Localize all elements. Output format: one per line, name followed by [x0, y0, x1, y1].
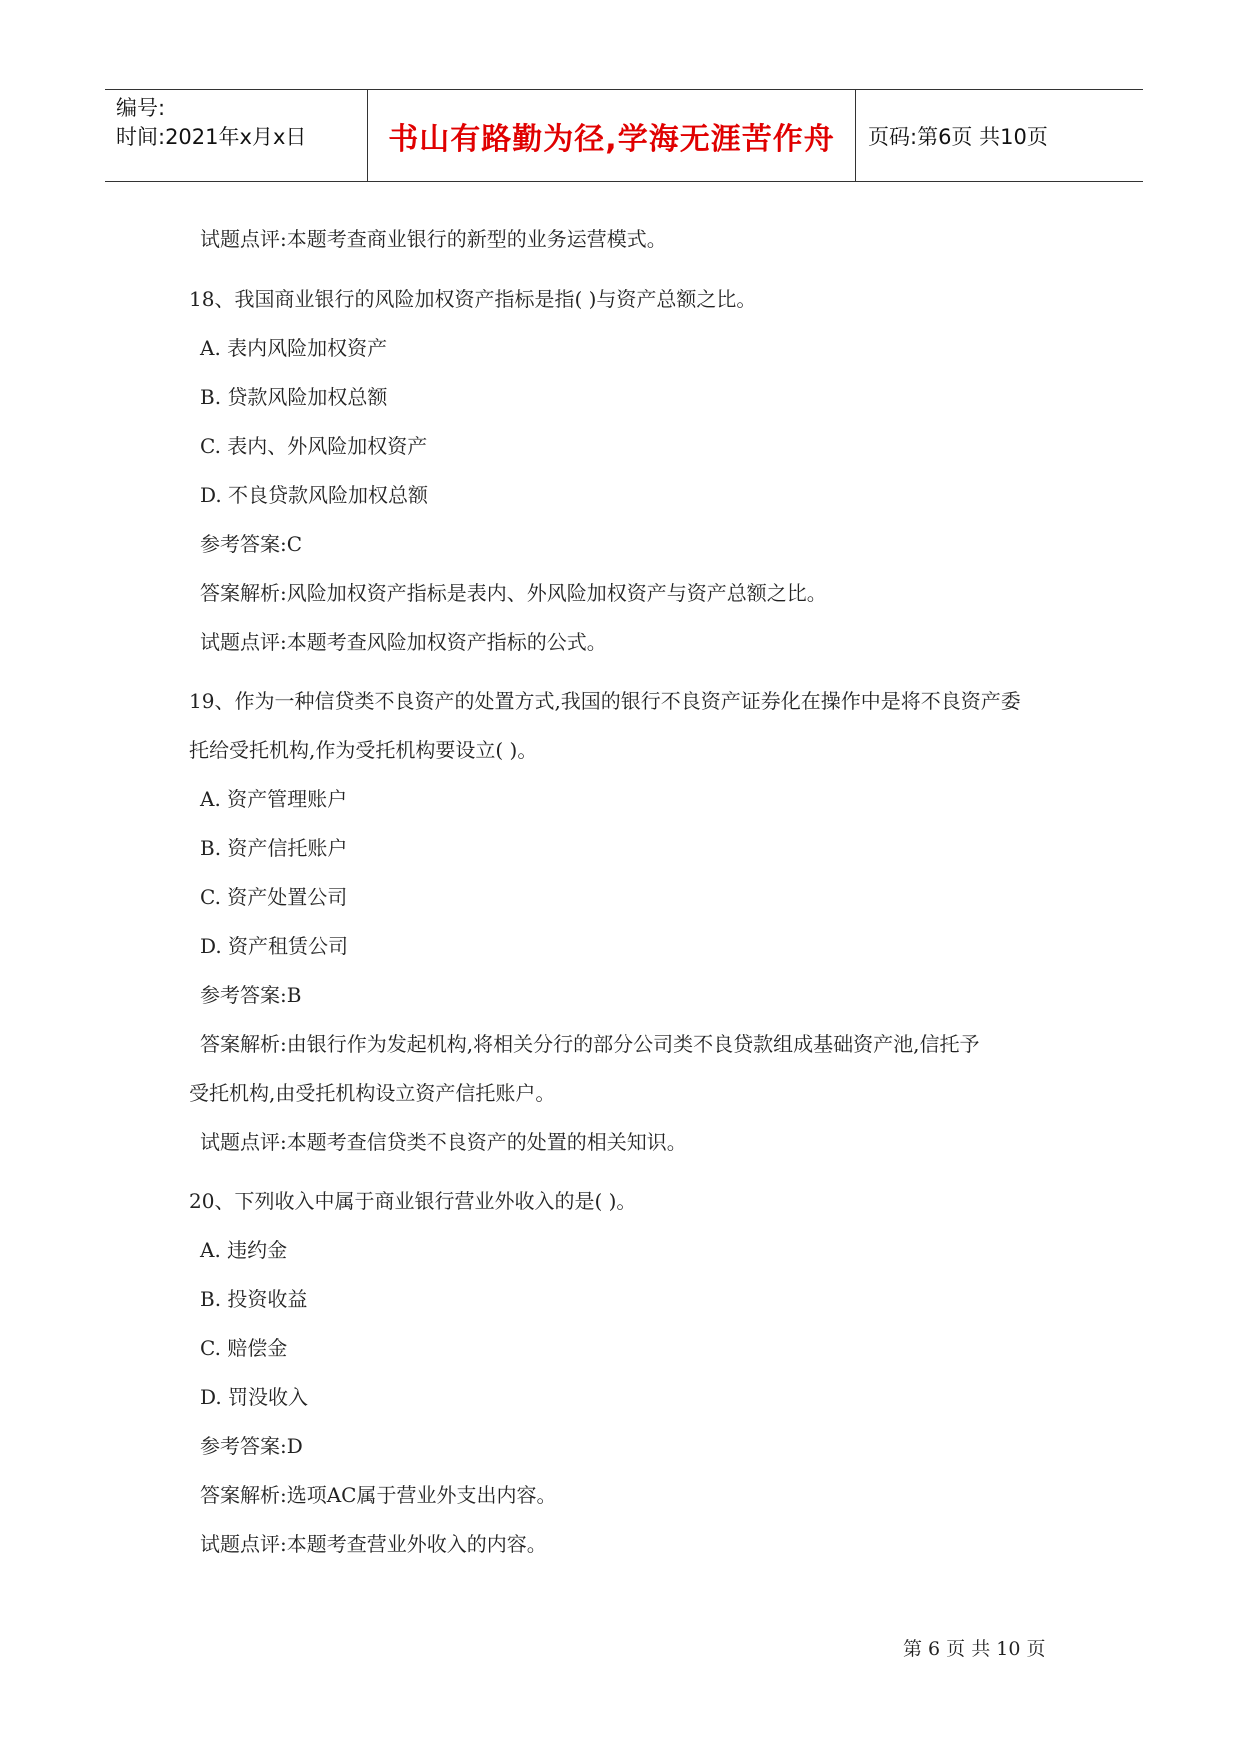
header-motto: 书山有路勤为径,学海无涯苦作舟	[368, 90, 856, 181]
option-19-d: D. 资产租赁公司	[200, 934, 349, 958]
answer-19: 参考答案:B	[200, 983, 302, 1007]
option-19-c: C. 资产处置公司	[200, 885, 348, 909]
document-time-label: 时间:2021年x月x日	[116, 125, 307, 149]
analysis-18: 答案解析:风险加权资产指标是表内、外风险加权资产与资产总额之比。	[200, 581, 827, 605]
option-20-d: D. 罚没收入	[200, 1385, 309, 1409]
analysis-20: 答案解析:选项AC属于营业外支出内容。	[200, 1483, 557, 1507]
option-19-b: B. 资产信托账户	[200, 836, 348, 860]
option-18-b: B. 贷款风险加权总额	[200, 385, 388, 409]
question-20: 20、下列收入中属于商业银行营业外收入的是( )。	[189, 1189, 637, 1213]
question-18: 18、我国商业银行的风险加权资产指标是指( )与资产总额之比。	[189, 287, 757, 311]
page-footer: 第 6 页 共 10 页	[903, 1638, 1046, 1660]
comment-19: 试题点评:本题考查信贷类不良资产的处置的相关知识。	[200, 1130, 687, 1154]
comment-18: 试题点评:本题考查风险加权资产指标的公式。	[200, 630, 607, 654]
comment-20: 试题点评:本题考查营业外收入的内容。	[200, 1532, 547, 1556]
page-header	[105, 89, 1143, 182]
header-meta	[105, 90, 368, 181]
option-20-b: B. 投资收益	[200, 1287, 308, 1311]
option-18-d: D. 不良贷款风险加权总额	[200, 483, 429, 507]
option-20-c: C. 赔偿金	[200, 1336, 288, 1360]
header-page-label: 页码:第6页 共10页	[868, 124, 1048, 149]
document-number-label: 编号:	[116, 96, 166, 120]
option-19-a: A. 资产管理账户	[200, 787, 348, 811]
option-18-c: C. 表内、外风险加权资产	[200, 434, 428, 458]
question-19-line2: 托给受托机构,作为受托机构要设立( )。	[189, 738, 538, 762]
option-20-a: A. 违约金	[200, 1238, 288, 1262]
comment-17: 试题点评:本题考查商业银行的新型的业务运营模式。	[200, 227, 667, 251]
answer-18: 参考答案:C	[200, 532, 303, 556]
analysis-19-line2: 受托机构,由受托机构设立资产信托账户。	[189, 1081, 556, 1105]
analysis-19-line1: 答案解析:由银行作为发起机构,将相关分行的部分公司类不良贷款组成基础资产池,信托予	[200, 1032, 980, 1056]
question-19-line1: 19、作为一种信贷类不良资产的处置方式,我国的银行不良资产证券化在操作中是将不良资产委	[189, 689, 1021, 713]
answer-20: 参考答案:D	[200, 1434, 303, 1458]
option-18-a: A. 表内风险加权资产	[200, 336, 388, 360]
